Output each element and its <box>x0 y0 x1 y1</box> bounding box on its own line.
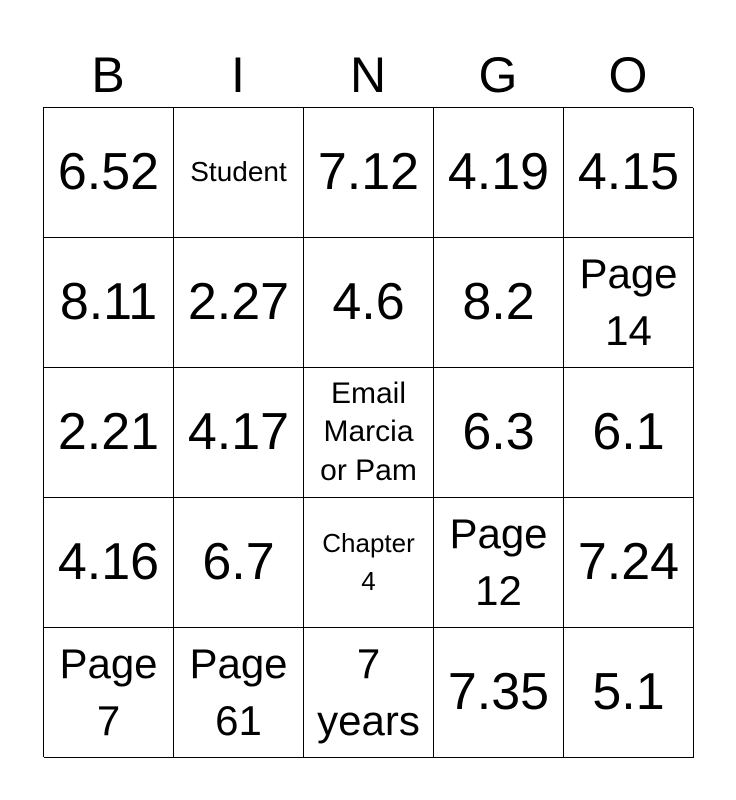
bingo-header <box>43 44 693 106</box>
header-letter-n: N <box>349 47 387 103</box>
bingo-cell-text: 4.6 <box>332 272 405 331</box>
bingo-cell[interactable] <box>304 628 434 758</box>
bingo-cell-text: 6.7 <box>202 532 275 591</box>
bingo-cell-text: 2.21 <box>57 402 160 461</box>
header-letter-i: I <box>231 47 245 103</box>
bingo-cell-text: Chapter 4 <box>322 527 415 596</box>
bingo-cell[interactable] <box>174 498 304 628</box>
bingo-cell-text: 7.24 <box>577 532 680 591</box>
bingo-cell[interactable] <box>304 368 434 498</box>
bingo-cell-text: Page 7 <box>59 639 158 744</box>
bingo-cell-text: 4.19 <box>447 142 550 201</box>
bingo-cell-text: 7.35 <box>447 662 550 721</box>
bingo-cell-text: 7.12 <box>317 142 420 201</box>
bingo-cell[interactable] <box>434 238 564 368</box>
bingo-cell[interactable] <box>44 108 174 238</box>
bingo-card-grid <box>43 107 693 757</box>
bingo-cell[interactable] <box>44 498 174 628</box>
bingo-cell-text: Student <box>190 156 287 188</box>
bingo-cell-text: Page 12 <box>449 509 548 614</box>
bingo-cell[interactable] <box>434 368 564 498</box>
bingo-cell[interactable] <box>304 498 434 628</box>
bingo-cell[interactable] <box>564 368 694 498</box>
header-letter-o: O <box>608 47 648 103</box>
bingo-cell-text: 4.17 <box>187 402 290 461</box>
bingo-cell-text: 5.1 <box>592 662 665 721</box>
bingo-cell[interactable] <box>44 238 174 368</box>
bingo-cell-text: Page 61 <box>189 639 288 744</box>
bingo-cell-text: 4.16 <box>57 532 160 591</box>
bingo-cell-text: 8.2 <box>462 272 535 331</box>
bingo-cell[interactable] <box>174 238 304 368</box>
bingo-cell-text: 6.1 <box>592 402 665 461</box>
bingo-cell-text: Email Marcia or Pam <box>320 377 417 487</box>
bingo-cell[interactable] <box>174 368 304 498</box>
bingo-cell[interactable] <box>304 108 434 238</box>
bingo-cell-text: Page 14 <box>579 249 678 354</box>
bingo-cell[interactable] <box>174 628 304 758</box>
bingo-cell-text: 6.52 <box>57 142 160 201</box>
bingo-cell-text: 8.11 <box>59 272 158 331</box>
bingo-cell[interactable] <box>434 628 564 758</box>
bingo-cell[interactable] <box>434 108 564 238</box>
header-letter-b: B <box>91 47 125 103</box>
bingo-cell[interactable] <box>174 108 304 238</box>
bingo-cell-text: 4.15 <box>577 142 680 201</box>
header-letter-g: G <box>478 47 518 103</box>
bingo-cell[interactable] <box>304 238 434 368</box>
bingo-cell[interactable] <box>44 628 174 758</box>
bingo-cell-text: 6.3 <box>462 402 535 461</box>
bingo-cell[interactable] <box>564 628 694 758</box>
bingo-cell[interactable] <box>564 498 694 628</box>
bingo-cell[interactable] <box>564 108 694 238</box>
bingo-cell-text: 7 years <box>317 639 420 744</box>
bingo-cell[interactable] <box>564 238 694 368</box>
bingo-cell[interactable] <box>44 368 174 498</box>
bingo-cell[interactable] <box>434 498 564 628</box>
bingo-cell-text: 2.27 <box>187 272 290 331</box>
